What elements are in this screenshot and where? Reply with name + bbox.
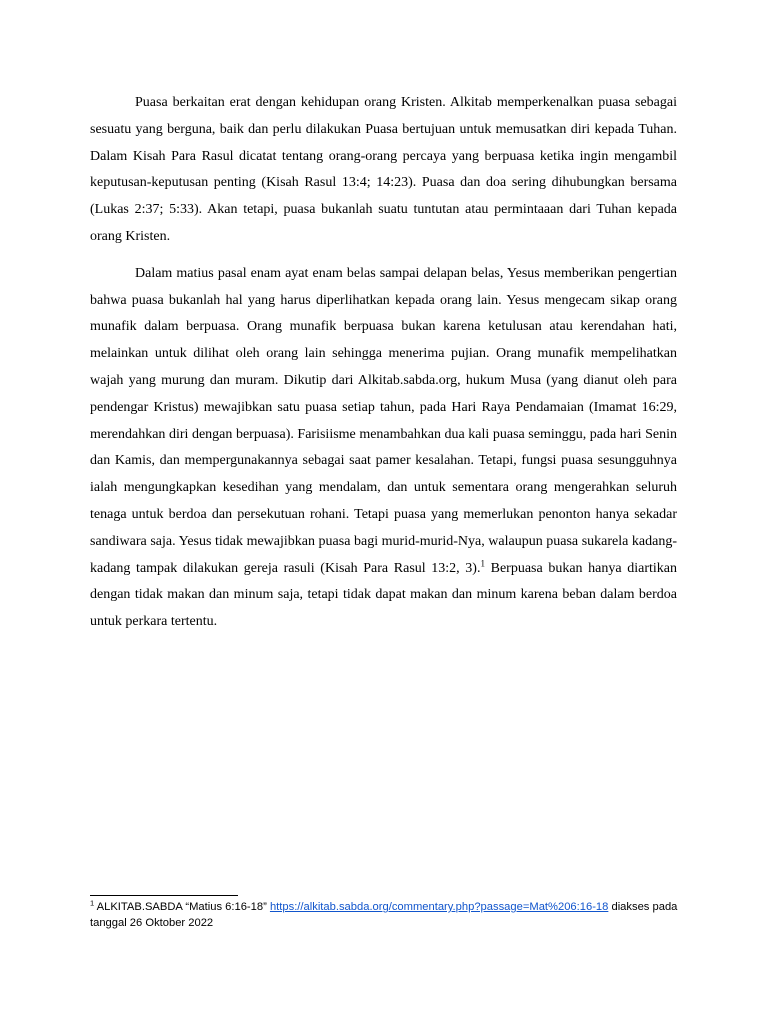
footnote-link[interactable]: https://alkitab.sabda.org/commentary.php?passage=Mat%206:16-18: [269, 901, 609, 913]
paragraph-2-text-after-ref: Berpuasa bukan hanya diartikan dengan tidak makan dan minum saja, tetapi tidak dapat makan dan minum karena beban dalam berdoa untuk perkara tertentu.: [90, 560, 678, 630]
paragraph-2: [90, 261, 677, 636]
footnote: [90, 899, 680, 931]
footnote-number: 1: [90, 898, 95, 908]
body-text: [90, 90, 677, 646]
paragraph-2-text-before-ref: Dalam matius pasal enam ayat enam belas sampai delapan belas, Yesus memberikan pengertian bahwa puasa bukanlah hal yang harus diperlihatkan kepada orang lain. Yesus mengecam sikap orang munafik dalam berpuasa. Orang munafik berpuasa bukan karena ketulusan atau kerendahan hati, melainkan untuk dilihat oleh orang lain sehingga menerima pujian. Orang munafik mempelihatkan wajah yang murung dan muram. Dikutip dari Alkitab.sabda.org, hukum Musa (yang dianut oleh para pendengar Kristus) mewajibkan satu puasa setiap tahun, pada Hari Raya Pendamaian (Imamat 16:29, merendahkan diri dengan berpuasa). Farisiisme menambahkan dua kali puasa seminggu, pada hari Senin dan Kamis, dan mempergunakannya sebagai saat pamer kesalahan. Tetapi, fungsi puasa sesungguhnya ialah mengungkapkan kesedihan yang mendalam, dan untuk sementara orang mengerahkan seluruh tenaga untuk berdoa dan persekutuan rohani. Tetapi puasa yang memerlukan penonton hanya sekadar sandiwara saja. Yesus tidak mewajibkan puasa bagi murid-murid-Nya, walaupun puasa sukarela kadang-kadang tampak dilakukan gereja rasuli (Kisah Para Rasul 13:2, 3).: [90, 265, 677, 576]
footnote-separator: [90, 895, 238, 896]
footnote-reference[interactable]: 1: [480, 557, 485, 568]
footnote-access-date: diakses pada tanggal 26 Oktober 2022: [90, 901, 678, 929]
paragraph-1: [90, 90, 677, 251]
paragraph-1-text: Puasa berkaitan erat dengan kehidupan orang Kristen. Alkitab memperkenalkan puasa sebagai sesuatu yang berguna, baik dan perlu dilakukan Puasa bertujuan untuk memusatkan diri kepada Tuhan. Dalam Kisah Para Rasul dicatat tentang orang-orang percaya yang berpuasa ketika ingin mengambil keputusan-keputusan penting (Kisah Rasul 13:4; 14:23). Puasa dan doa sering dihubungkan bersama (Lukas 2:37; 5:33). Akan tetapi, puasa bukanlah suatu tuntutan atau permintaaan dari Tuhan kepada orang Kristen.: [90, 95, 677, 244]
footnote-source: ALKITAB.SABDA “Matius 6:16-18”: [94, 901, 270, 913]
